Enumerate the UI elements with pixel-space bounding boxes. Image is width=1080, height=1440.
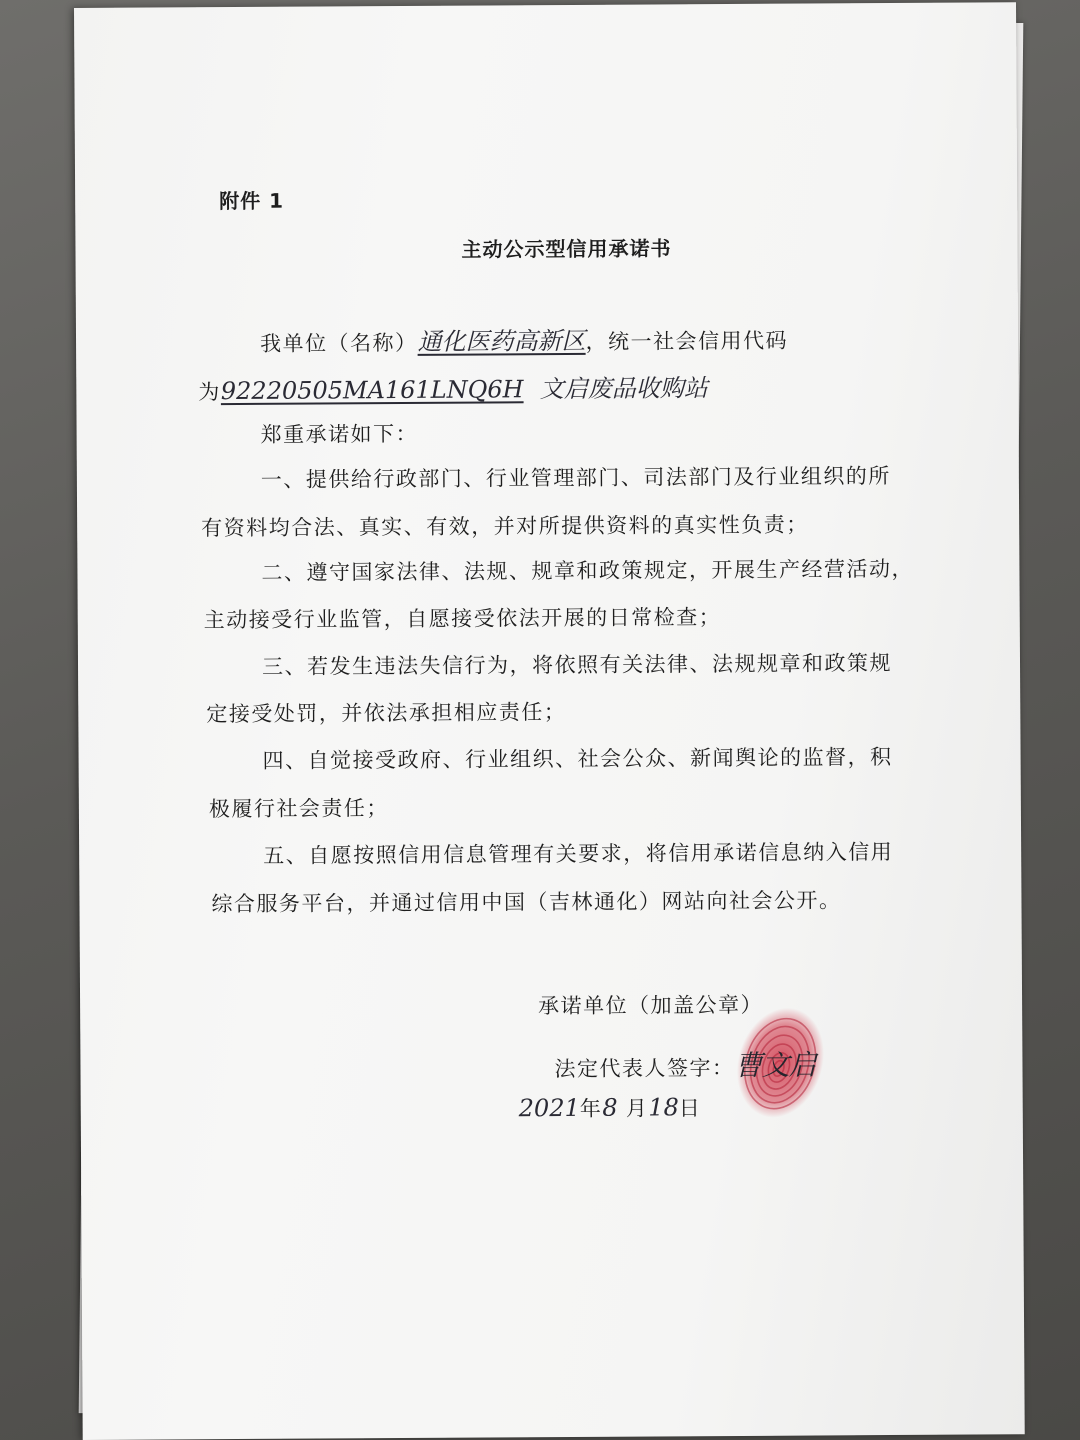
document-page: [74, 2, 1025, 1440]
commitment-item-5-line-1: 五、自愿按照信用信息管理有关要求，将信用承诺信息纳入信用: [263, 840, 894, 868]
legal-rep-signature-line: [554, 1043, 815, 1085]
intro-line-1: [260, 320, 788, 358]
intro-line-2: [198, 368, 708, 406]
date-year-char: 年: [579, 1096, 603, 1121]
attachment-label: 附件 1: [219, 188, 285, 214]
handwritten-station-name: 文启废品收购站: [539, 374, 708, 404]
date-year: 2021: [518, 1093, 580, 1123]
handwritten-unit-name: 通化医药高新区: [417, 326, 586, 356]
document-title: 主动公示型信用承诺书: [461, 236, 672, 262]
commitment-unit-label: 承诺单位（加盖公章）: [538, 992, 764, 1019]
document-content: [74, 2, 1025, 1440]
commitment-item-1-line-2: 有资料均合法、真实、有效，并对所提供资料的真实性负责；: [201, 512, 809, 541]
commitment-item-2-line-2: 主动接受行业监管，自愿接受依法开展的日常检查；: [203, 605, 722, 633]
commitment-item-4-line-2: 极履行社会责任；: [208, 796, 389, 822]
intro-prefix: 我单位（名称）: [259, 330, 418, 356]
commitment-item-4-line-1: 四、自觉接受政府、行业组织、社会公众、新闻舆论的监督，积: [262, 745, 893, 773]
intro-suffix: ，统一社会信用代码: [585, 328, 789, 354]
date-day-char: 日: [678, 1096, 702, 1121]
commitment-item-1-line-1: 一、提供给行政部门、行业管理部门、司法部门及行业组织的所: [260, 464, 891, 492]
handwritten-signature: 曹文启: [734, 1048, 816, 1082]
date-day: 18: [648, 1093, 679, 1122]
commitment-item-2-line-1: 二、遵守国家法律、法规、规章和政策规定，开展生产经营活动，: [261, 556, 915, 585]
handwritten-credit-code: 92220505MA161LNQ6H: [220, 375, 524, 406]
commitment-item-3-line-1: 三、若发生违法失信行为，将依照有关法律、法规规章和政策规: [261, 651, 893, 679]
date-month: 8: [602, 1093, 618, 1122]
promise-heading: 郑重承诺如下：: [260, 421, 419, 447]
commitment-item-5-line-2: 综合服务平台，并通过信用中国（吉林通化）网站向社会公开。: [211, 888, 842, 917]
legal-rep-label: 法定代表人签字：: [554, 1055, 735, 1082]
date-month-char: 月: [625, 1096, 649, 1121]
commitment-item-3-line-2: 定接受处罚，并依法承担相应责任；: [206, 700, 567, 727]
code-prefix: 为: [198, 380, 221, 405]
signing-date: [519, 1092, 702, 1123]
